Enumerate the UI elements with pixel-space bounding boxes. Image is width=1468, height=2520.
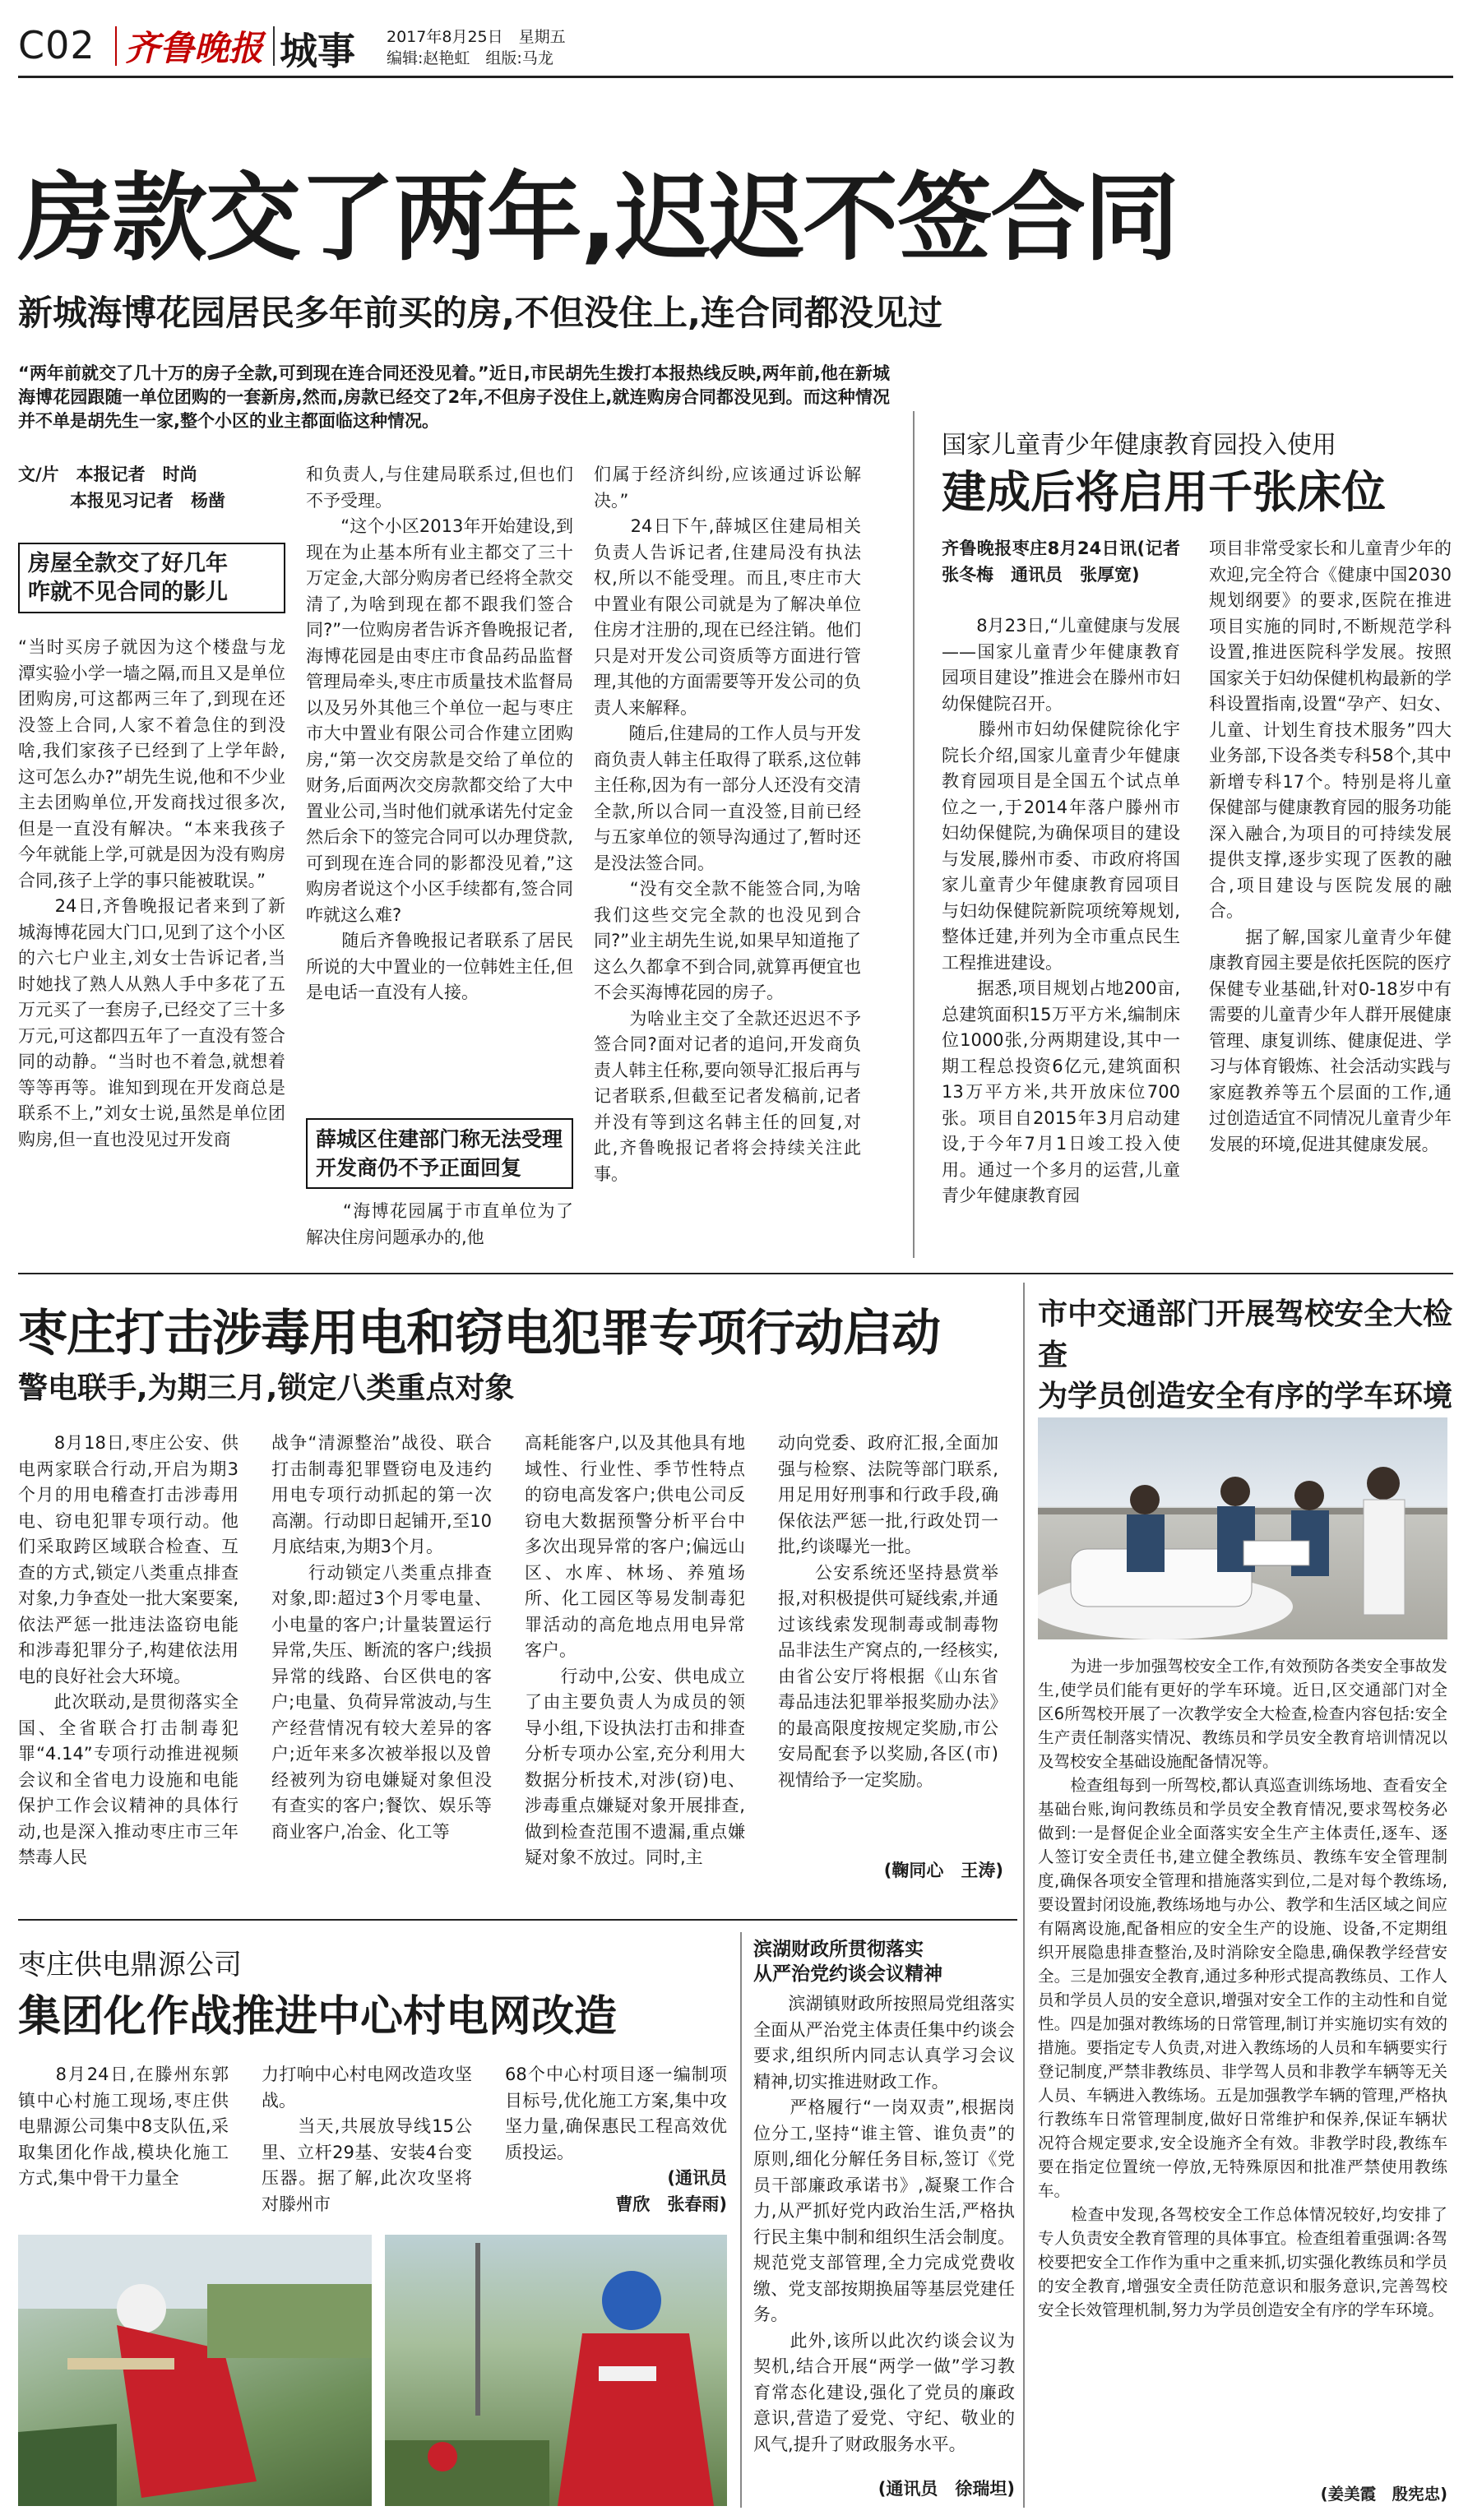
article3-subhead: 警电联手,为期三月,锁定八类重点对象 (18, 1371, 515, 1405)
article1-headline: 房款交了两年,迟迟不签合同 (18, 163, 1179, 274)
article1-subhead-box-2: 薛城区住建部门称无法受理 开发商仍不予正面回复 (306, 1118, 573, 1189)
editor: 编辑:赵艳虹 (387, 49, 470, 67)
article5-kicker: 枣庄供电鼎源公司 (18, 1949, 242, 1981)
date: 2017年8月25日 (387, 28, 503, 46)
inspection-scene (1038, 1417, 1447, 1639)
article6-text: 滨湖镇财政所按照局党组落实全面从严治党主体责任集中约谈会要求,组织所内同志认真学习会议精神,切实推进财政工作。 严格履行“一岗双责”,根据岗位分工,坚持“谁主管、谁负责”的原则,细化分解任务目标,签订《党员干部廉政承诺书》,凝聚工作合力,从严抓好党内政治生活,严格执行民主集中制和组织生活会制度。规范党支部管理,全力完成党费收缴、党支部按期换届等基层党建任务。 此外,该所以此次约谈会议为契机,结合开展“两学一做”学习教育常态化建设,强化了党员的廉政意识,营造了爱党、守纪、敬业的风气,提升了财政服务水平。 (753, 1994, 1015, 2454)
article1-column-3: 们属于经济纠纷,应该通过诉讼解决。” 24日下午,薛城区住建局相关负责人告诉记者,住建局没有执法权,所以不能受理。而且,枣庄市大中置业有限公司就是为了解决单位住房才注册的,现在已经注销。他们只是对开发公司资质等方面进行管理,其他的方面需要等开发公司的负责人来解释。 随后,住建局的工作人员与开发商负责人韩主任取得了联系,这位韩主任称,因为有一部分人还没有交清全款,所以合同一直没签,目前已经与五家单位的领导沟通过了,暂时还是没法签合同。 “没有交全款不能签合同,为啥我们这些交完全款的也没见到合同?”业主胡先生说,如果早知道拖了这么久都拿不到合同,就算再便宜也不会买海博花园的房子。 为啥业主交了全款还迟迟不予签合同?面对记者的追问,开发商负责人韩主任称,要向领导汇报后再与记者联系,但截至记者发稿前,记者并没有等到这名韩主任的回复,对此,齐鲁晚报记者将会持续关注此事。 (594, 465, 861, 1184)
article1-column-1: “当时买房子就因为这个楼盘与龙潭实验小学一墙之隔,而且又是单位团购房,可这都两三年了,到现在还没签上合同,人家不着急住的到没啥,我们家孩子已经到了上学年龄,这可怎么办?”胡先生说,他和不少业主去团购单位,开发商找过很多次,但是一直没有解决。“本来我孩子今年就能上学,可就是因为没有购房合同,孩子上学的事只能被耽误。” 24日,齐鲁晚报记者来到了新城海博花园大门口,见到了这个小区的六七户业主,刘女士告诉记者,当时她找了熟人从熟人手中多花了五万元买了一套房子,已经交了三十多万元,可这都四五年了一直没有签合同的动静。“当时也不着急,就想着等等再等。谁知到现在开发商总是联系不上,”刘女士说,虽然是单位团购房,但一直也没见过开发商 (18, 637, 285, 1149)
article3-column-1: 8月18日,枣庄公安、供电两家联合行动,开启为期3个月的用电稽查打击涉毒用电、窃电犯罪专项行动。他们采取跨区域联合检查、互查的方式,锁定八类重点排查对象,力争查处一批大案要案,依法严惩一批违法盗窃电能和涉毒犯罪分子,构建依法用电的良好社会大环境。 此次联动,是贯彻落实全国、全省联合打击制毒犯罪“4.14”专项行动推进视频会议和全省电力设施和电能保护工作会议精神的具体行动,也是深入推动枣庄市三年禁毒人民 (18, 1433, 238, 1867)
article5-credit-1: (通讯员 (667, 2168, 727, 2188)
weekday: 星期五 (518, 28, 566, 46)
article5-column-2: 力打响中心村电网改造攻坚战。 当天,共展放导线15公里、立杆29基、安装4台变压器。据了解,此次攻坚将对滕州市 (262, 2065, 472, 2214)
section-name: 城事 (280, 29, 355, 73)
article5-credit-2: 曹欣 张春雨) (615, 2194, 727, 2214)
article1-column-2: 和负责人,与住建局联系过,但也们不予受理。 “这个小区2013年开始建设,到现在为止基本所有业主都交了三十万定金,大部分购房者已经将全款交清了,为啥到现在都不跟我们签合同?”一位购房者告诉齐鲁晚报记者,海博花园是由枣庄市食品药品监督管理局牵头,枣庄市质量技术监督局以及另外其他三个单位一起与枣庄市大中置业有限公司合作建立团购房,“第一次交房款是交给了单位的财务,后面两次交房款都交给了大中置业公司,当时他们就承诺先付定金然后余下的签完合同可以办理贷款,可到现在连合同的影都没见着,”这购房者说这个小区手续都有,签合同咋就这么难? 随后齐鲁晚报记者联系了居民所说的大中置业的一位韩姓主任,但是电话一直没有人接。 (306, 465, 573, 1002)
article4-credit: (姜美霞 殷宪忠) (1320, 2485, 1447, 2504)
power-grid-worker-photo-1 (18, 2235, 372, 2506)
article3-column-4: 动向党委、政府汇报,全面加强与检察、法院等部门联系,用足用好刑事和行政手段,确保依法严惩一批,行政处罚一批,约谈曝光一批。 公安系统还坚持悬赏举报,对积极提供可疑线索,并通过该线索发现制毒或制毒物品非法生产窝点的,一经核实,由省公安厅将根据《山东省毒品违法犯罪举报奖励办法》的最高限度按规定奖励,市公安局配套予以奖励,各区(市)视情给予一定奖励。 (778, 1433, 998, 1790)
page-number: C02 (18, 23, 95, 67)
article2-kicker: 国家儿童青少年健康教育园投入使用 (942, 431, 1336, 460)
article2-column-2: 项目非常受家长和儿童青少年的欢迎,完全符合《健康中国2030规划纲要》的要求,医院在推进项目实施的同时,不断规范学科设置,推进医院科学发展。按照国家关于妇幼保健机构最新的学科设置指南,设置“孕产、妇女、儿童、计划生育技术服务”四大业务部,下设各类专科58个,其中新增专科17个。特别是将儿童保健部与健康教育园的服务功能深入融合,为项目的可持续发展提供支撑,逐步实现了医教的融合,项目建设与医院发展的融合。 据了解,国家儿童青少年健康教育园主要是依托医院的医疗保健专业基础,针对0-18岁中有需要的儿童青少年人群开展健康管理、康复训练、健康促进、学习与体育锻炼、社会活动实践与家庭教养等五个层面的工作,通过创造适宜不同情况儿童青少年发展的环境,促进其健康发展。 (1209, 539, 1452, 1154)
worker-scene-2 (385, 2235, 727, 2506)
worker-scene-1 (18, 2235, 372, 2506)
power-grid-worker-photo-2 (385, 2235, 727, 2506)
vertical-divider-bottom (740, 1932, 742, 2508)
article5-headline: 集团化作战推进中心村电网改造 (18, 1992, 618, 2041)
section-rule-1 (18, 1273, 1453, 1274)
article1-subhead: 新城海博花园居民多年前买的房,不但没住上,连合同都没见过 (18, 293, 942, 333)
layout-editor: 组版:马龙 (485, 49, 553, 67)
article2-dateline: 齐鲁晚报枣庄8月24日讯(记者 张冬梅 通讯员 张厚宽) (942, 539, 1197, 585)
article2-column-1: 8月23日,“儿童健康与发展——国家儿童青少年健康教育园项目建设”推进会在滕州市妇幼保健院召开。 滕州市妇幼保健院徐化宇院长介绍,国家儿童青少年健康教育园项目是全国五个试点单位之一,于2014年落户滕州市妇幼保健院,为确保项目的建设与发展,滕州市委、市政府将国家儿童青少年健康教育园项目与妇幼保健院新院项统筹规划,整体迁建,并列为全市重点民生工程推进建设。 据悉,项目规划占地200亩,总建筑面积15万平方米,编制床位1000张,分两期建设,其中一期工程总投资6亿元,建筑面积13万平方米,共开放床位700张。项目自2015年3月启动建设,于今年7月1日竣工投入使用。通过一个多月的运营,儿童青少年健康教育园 (942, 616, 1180, 1205)
article2-headline: 建成后将启用千张床位 (942, 466, 1386, 518)
article3-column-3: 高耗能客户,以及其他具有地域性、行业性、季节性特点的窃电高发客户;供电公司反窃电大数据预警分析平台中多次出现异常的客户;偏远山区、水库、林场、养殖场所、化工园区等易发制毒犯罪活动的高危地点用电异常客户。 行动中,公安、供电成立了由主要负责人为成员的领导小组,下设执法打击和排查分析专项办公室,充分利用大数据分析技术,对涉(窃)电、涉毒重点嫌疑对象开展排查,做到检查范围不遗漏,重点嫌疑对象不放过。同时,主 (525, 1433, 745, 1867)
article1-subhead-box-1: 房屋全款交了好几年 咋就不见合同的影儿 (18, 543, 285, 613)
driving-school-inspection-photo (1038, 1417, 1447, 1639)
article1-column-2b: “海博花园属于市直单位为了解决住房问题承办的,他 (306, 1201, 573, 1247)
article5-column-1: 8月24日,在滕州东郭镇中心村施工现场,枣庄供电鼎源公司集中8支队伍,采取集团化作战,模块化施工方式,集中骨干力量全 (18, 2065, 229, 2188)
article1-byline: 文/片 本报记者 时尚 本报见习记者 杨凿 (18, 465, 225, 511)
article4-headline: 市中交通部门开展驾校安全大检查 为学员创造安全有序的学车环境 (1038, 1297, 1453, 1413)
article4-text: 为进一步加强驾校安全工作,有效预防各类安全事故发生,使学员们能有更好的学车环境。近日,区交通部门对全区6所驾校开展了一次教学安全大检查,检查内容包括:安全生产责任制落实情况、教练员和学员安全教育培训情况以及驾校安全基础设施配备情况等。 检查组每到一所驾校,都认真巡查训练场地、查看安全基础台账,询问教练员和学员安全教育情况,要求驾校务必做到:一是督促企业全面落实安全生产主体责任,逐车、逐人签订安全责任书,建立健全教练员、教练车安全管理制度,确保各项安全管理和措施落实到位,二是对每个教练场,要设置封闭设施,教练场地与办公、教学和生活区域之间应有隔离设施,配备相应的安全生产的设施、设备,不定期组织开展隐患排查整治,及时消除安全隐患,确保教学经营安全。三是加强安全教育,通过多种形式提高教练员、工作人员和学员人员的安全意识,增强对安全工作的主动性和自觉性。四是加强对教练场的日常管理,制订并实施切实有效的措施。要指定专人负责,对进入教练场的人员和车辆要实行登记制度,严禁非教练员、非学驾人员和非教学车辆等无关人员、车辆进入教练场。五是加强教学车辆的管理,严格执行教练车日常管理制度,做好日常维护和保养,保证车辆状况符合规定要求,安全设施齐全有效。非教学时段,教练车要在指定位置统一停放,无特殊原因和批准严禁使用教练车。 检查中发现,各驾校安全工作总体情况较好,均安排了专人负责安全教育管理的具体事宜。检查组着重强调:各驾校要把安全工作作为重中之重来抓,切实强化教练员和学员的安全教育,增强安全责任防范意识和服务意识,完善驾校安全长效管理机制,努力为学员创造安全有序的学车环境。 (1038, 1657, 1447, 2319)
article6-credit: (通讯员 徐瑞坦) (878, 2479, 1015, 2499)
vertical-divider-middle (1023, 1283, 1025, 2508)
header-divider (115, 26, 117, 66)
article5-column-3: 68个中心村项目逐一编制项目标号,优化施工方案,集中攻坚力量,确保惠民工程高效优质投运。 (505, 2065, 727, 2162)
article1-lead: “两年前就交了几十万的房子全款,可到现在连合同还没见着。”近日,市民胡先生拨打本报热线反映,两年前,他在新城海博花园跟随一单位团购的一套新房,然而,房款已经交了2年,不但房子没住上,就连购房合同都没见到。而这种情况并不单是胡先生一家,整个小区的业主都面临这种情况。 (18, 363, 890, 431)
section-divider (273, 26, 275, 66)
article3-headline: 枣庄打击涉毒用电和窃电犯罪专项行动启动 (18, 1305, 940, 1362)
article3-credit: (鞠同心 王涛) (883, 1861, 1003, 1880)
editor-credits (387, 46, 553, 68)
header-rule (18, 76, 1453, 78)
issue-date (387, 25, 566, 47)
article6-headline: 滨湖财政所贯彻落实 从严治党约谈会议精神 (753, 1939, 942, 1985)
newspaper-logo: 齐鲁晚报 (125, 28, 264, 68)
article3-column-2: 战争“清源整治”战役、联合打击制毒犯罪暨窃电及违约用电专项行动抓起的第一次高潮。行动即日起铺开,至10月底结束,为期3个月。 行动锁定八类重点排查对象,即:超过3个月零电量、小电量的客户;计量装置运行异常,失压、断流的客户;线损异常的线路、台区供电的客户;电量、负荷异常波动,与生产经营情况有较大差异的客户;近年来多次被举报以及曾经被列为窃电嫌疑对象但没有查实的客户;餐饮、娱乐等商业客户,冶金、化工等 (271, 1433, 492, 1842)
section-rule-2 (18, 1919, 1017, 1921)
vertical-divider-top (913, 411, 915, 1258)
